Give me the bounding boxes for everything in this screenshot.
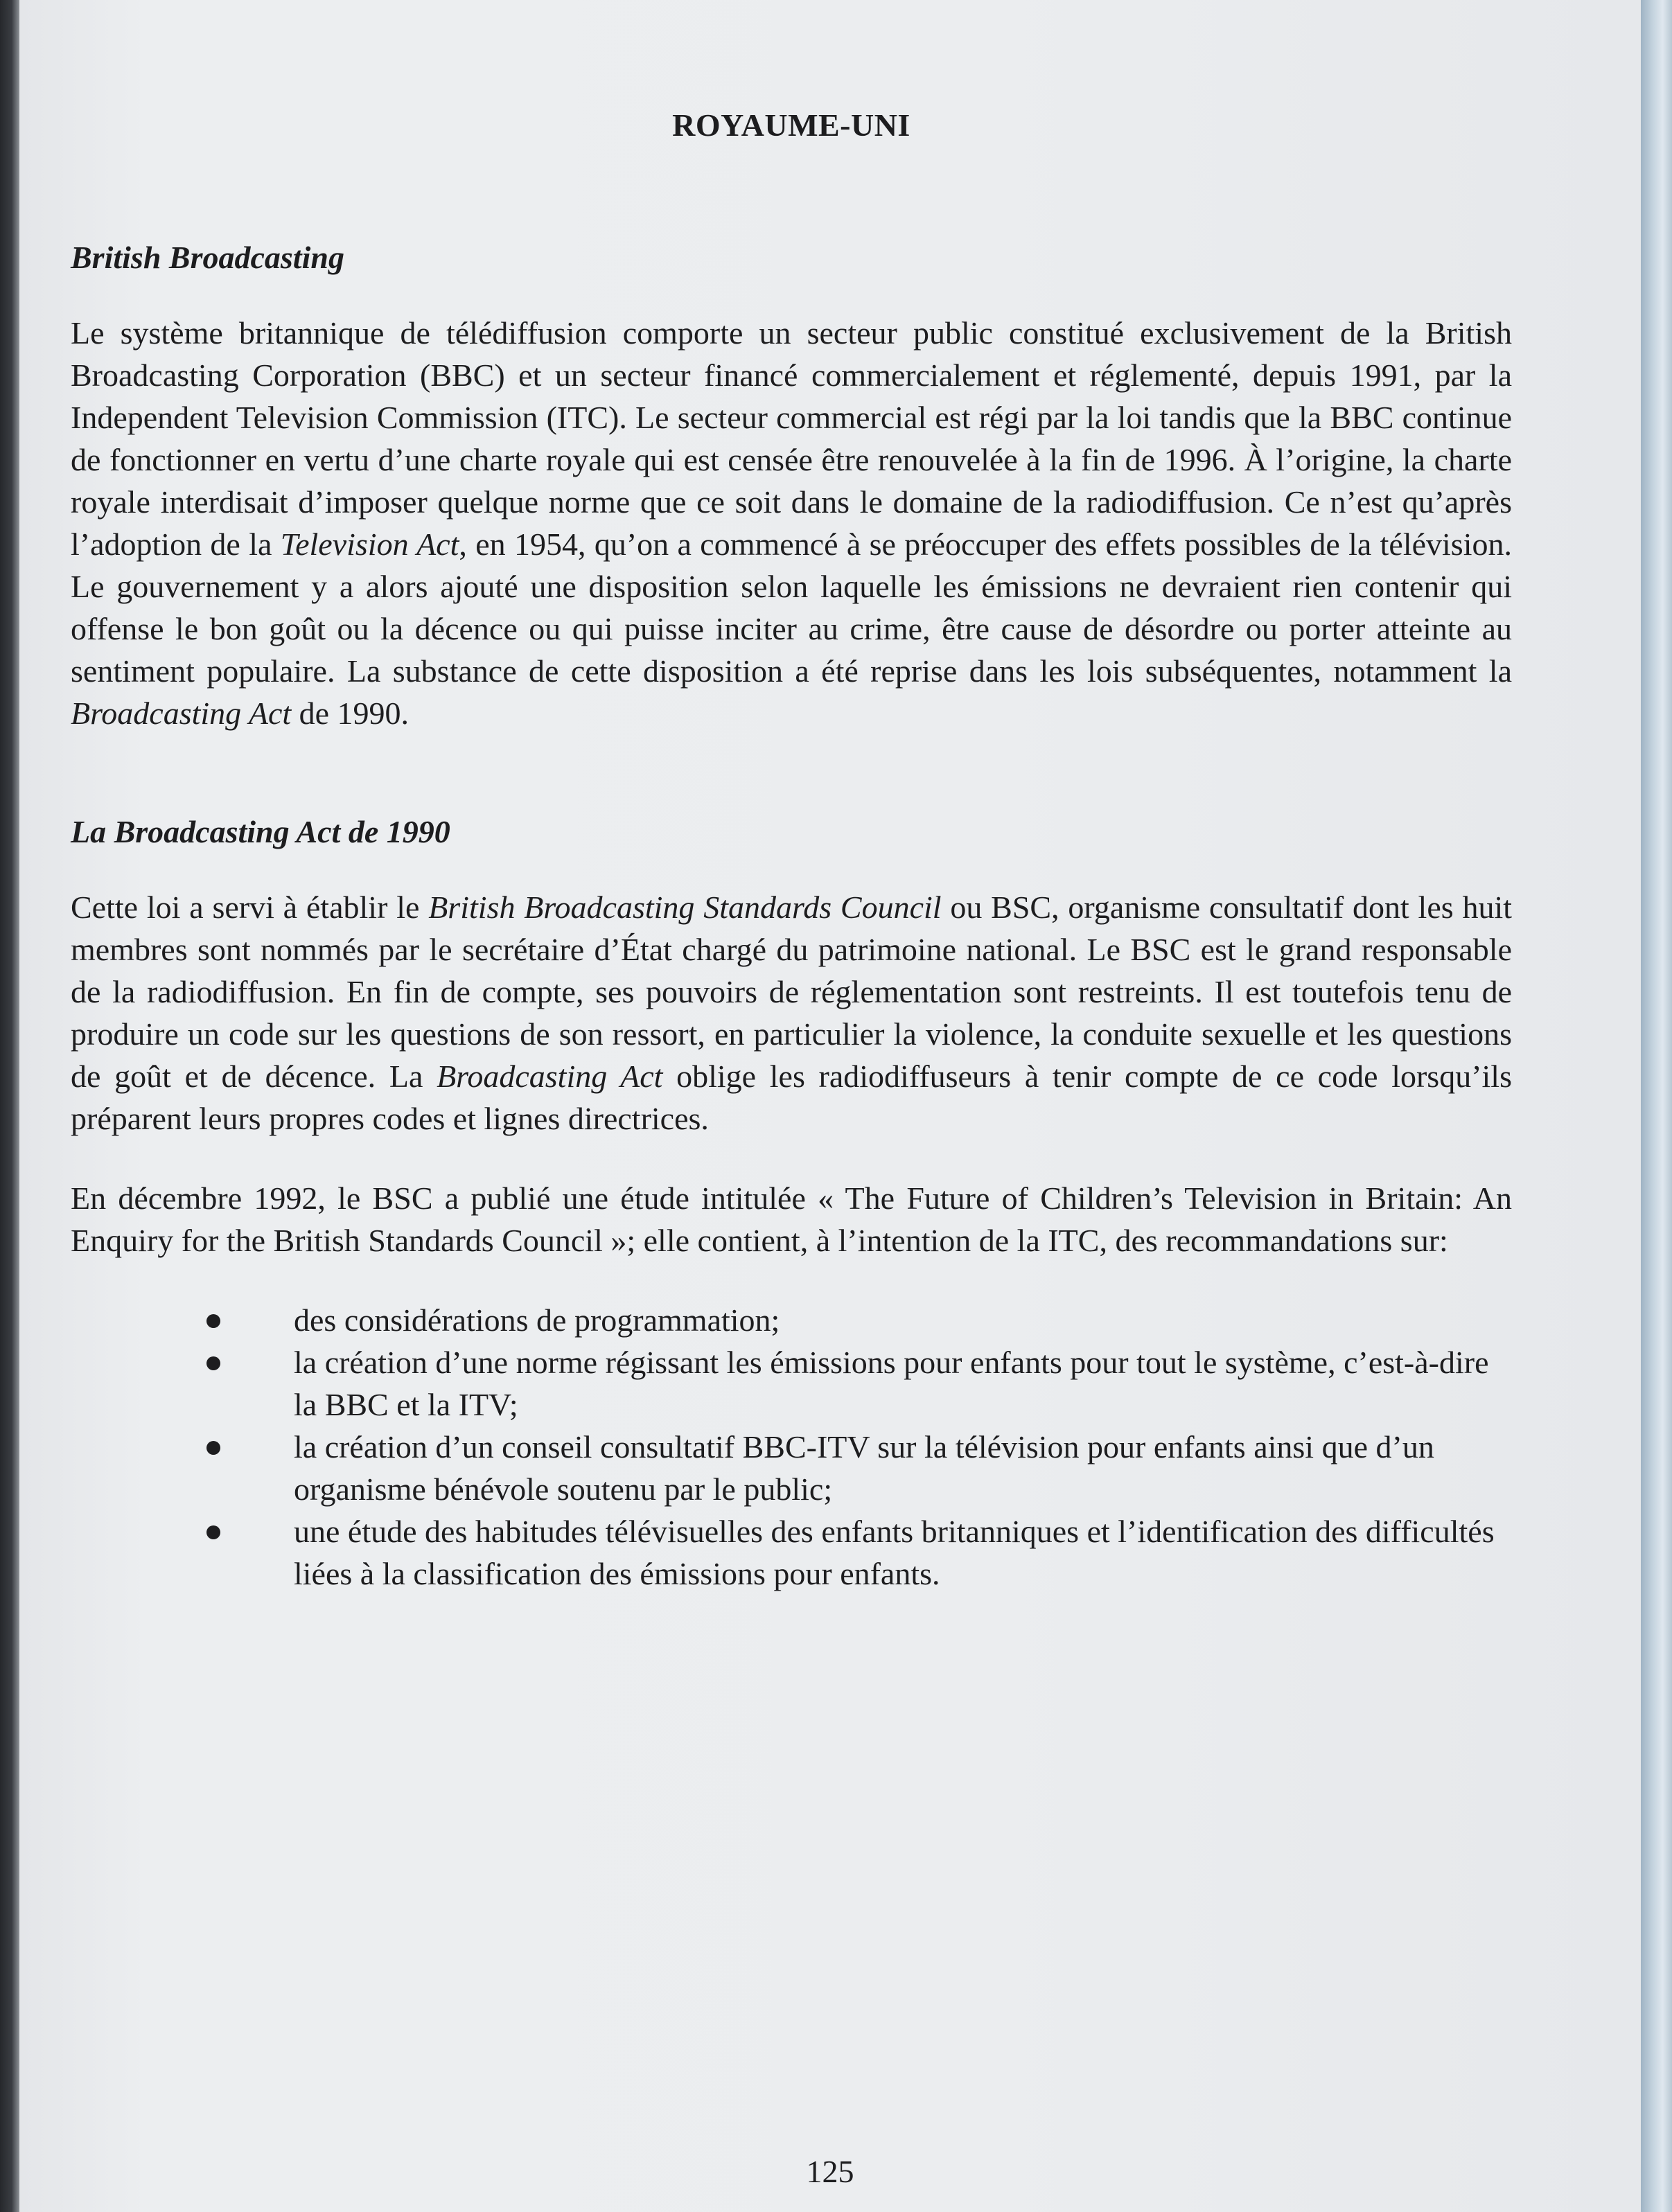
list-item (71, 1341, 1512, 1426)
list-item-text: des considérations de programmation; (294, 1302, 780, 1338)
italic-title-broadcasting-act: Broadcasting Act (437, 1059, 663, 1094)
bullet-icon (206, 1525, 220, 1539)
book-page-edge (1641, 0, 1672, 2212)
page-title: ROYAUME-UNI (672, 107, 910, 143)
bullet-icon (206, 1314, 220, 1328)
list-item-text: la création d’une norme régissant les émissions pour enfants pour tout le système, c’est-à-dire la BBC et la ITV; (294, 1345, 1489, 1422)
text-run: oblige les radiodiffuseurs à tenir compte de ce code lorsqu’ils préparent leurs propres codes et lignes directrices. (71, 1059, 1512, 1136)
text-run: Cette loi a servi à établir le (71, 890, 429, 925)
bullet-icon (206, 1441, 220, 1455)
text-run: ou BSC, organisme consultatif dont les huit membres sont nommés par le secrétaire d’État chargé du patrimoine national. Le BSC est le grand responsable de la radiodiffusion. En fin de compte, ses pouvoirs de réglementation sont restreints. Il est toutefois tenu de produire un code sur les questions de son ressort, en particulier la violence, la conduite sexuelle et les questions de goût et de décence. La (71, 890, 1513, 1094)
list-item-text: une étude des habitudes télévisuelles des enfants britanniques et l’identification des difficultés liées à la classification des émissions pour enfants. (294, 1514, 1495, 1591)
recommendations-list (71, 1299, 1512, 1595)
list-item (71, 1510, 1512, 1595)
italic-title-television-act: Television Act (280, 527, 459, 562)
text-run: de 1990. (291, 696, 410, 731)
paragraph-bsc-study: En décembre 1992, le BSC a publié une étude intitulée « The Future of Children’s Television in Britain: An Enquiry for the British Standards Council »; elle contient, à l’intention de la ITC, des recommandations sur: (71, 1180, 1512, 1258)
section-heading-british-broadcasting: British Broadcasting (71, 240, 344, 275)
list-item (71, 1299, 1512, 1341)
page-number: 125 (806, 2154, 854, 2189)
bullet-icon (206, 1356, 220, 1370)
section-heading-broadcasting-act-1990: La Broadcasting Act de 1990 (71, 814, 450, 849)
italic-title-broadcasting-act: Broadcasting Act (71, 696, 292, 731)
list-item-text: la création d’un conseil consultatif BBC-ITV sur la télévision pour enfants ainsi que d’un organisme bénévole soutenu par le public; (294, 1429, 1434, 1507)
paragraph-british-broadcasting (71, 312, 1512, 734)
document-page (19, 0, 1641, 2212)
page-content (71, 104, 1512, 1595)
text-run: , en 1954, qu’on a commencé à se préoccuper des effets possibles de la télévision. Le gouvernement y a alors ajouté une disposition selon laquelle les émissions ne devraient rien contenir qui offense le bon goût ou la décence ou qui puisse inciter au crime, être cause de désordre ou porter atteinte au sentiment populaire. La substance de cette disposition a été reprise dans les lois subséquentes, notamment la (71, 527, 1512, 689)
list-item (71, 1426, 1512, 1510)
text-run: Le système britannique de télédiffusion comporte un secteur public constitué exclusivement de la British Broadcasting Corporation (BBC) et un secteur financé commercialement et réglementé, depuis 1991, par la Independent Television Commission (ITC). Le secteur commercial est régi par la loi tandis que la BBC continue de fonctionner en vertu d’une charte royale qui est censée être renouvelée à la fin de 1996. À l’origine, la charte royale interdisait d’imposer quelque norme que ce soit dans le domaine de la radiodiffusion. Ce n’est qu’après l’adoption de la (71, 315, 1512, 562)
paragraph-bsc (71, 886, 1512, 1140)
book-binding-shadow (0, 0, 19, 2212)
italic-title-bsc: British Broadcasting Standards Council (428, 890, 942, 925)
